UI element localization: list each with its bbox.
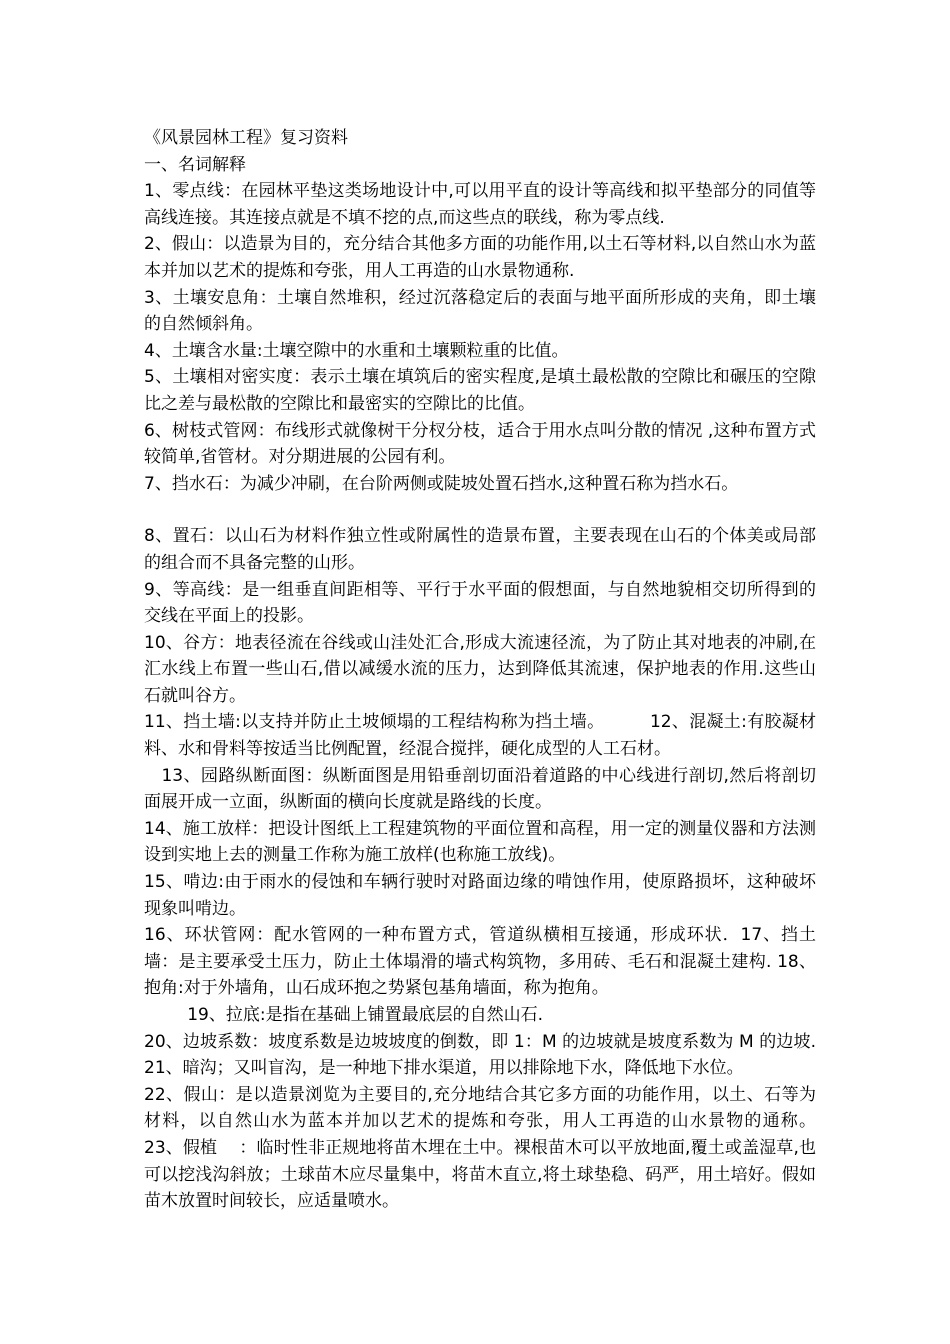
definition-paragraph: 20、边坡系数：坡度系数是边坡坡度的倒数，即 1：M 的边坡就是坡度系数为 M 的边坡. 21、暗沟；又叫盲沟，是一种地下排水渠道，用以排除地下水，降低地下水位。 bbox=[144, 1031, 816, 1079]
definition-paragraph: 16、环状管网：配水管网的一种布置方式，管道纵横相互接通，形成环状．17、挡土墙：是主要承受土压力，防止土体塌滑的墙式构筑物，多用砖、毛石和混凝土建构. 18、抱角:对于外墙角，山石成环抱之势紧包基角墙面，称为抱角。 bbox=[144, 925, 816, 999]
document-body bbox=[144, 125, 903, 1215]
definition-paragraph: 4、土壤含水量:土壤空隙中的水重和土壤颗粒重的比值。 bbox=[144, 340, 569, 361]
definition-paragraph: 11、挡土墙:以支持并防止土坡倾塌的工程结构称为挡土墙。 12、混凝土:有胶凝材料、水和骨料等按适当比例配置，经混合搅拌，硬化成型的人工石材。 bbox=[144, 712, 816, 760]
definition-paragraph: 7、挡水石：为减少冲刷，在台阶两侧或陡坡处置石挡水,这种置石称为挡水石。 bbox=[144, 473, 739, 494]
document-title: 《风景园林工程》复习资料 bbox=[144, 128, 348, 148]
definition-paragraph: 3、土壤安息角：土壤自然堆积，经过沉落稳定后的表面与地平面所形成的夹角，即土壤的自然倾斜角。 bbox=[144, 287, 816, 335]
definition-paragraph: 8、置石：以山石为材料作独立性或附属性的造景布置，主要表现在山石的个体美或局部的组合而不具备完整的山形。 bbox=[144, 526, 816, 573]
definition-paragraph: 13、园路纵断面图：纵断面图是用铅垂剖切面沿着道路的中心线进行剖切,然后将剖切面展开成一立面，纵断面的横向长度就是路线的长度。 bbox=[144, 765, 816, 813]
definition-paragraph: 10、谷方：地表径流在谷线或山洼处汇合,形成大流速径流，为了防止其对地表的冲刷,在汇水线上布置一些山石,借以减缓水流的压力，达到降低其流速，保护地表的作用.这些山石就叫谷方。 bbox=[144, 632, 816, 706]
definition-paragraph: 5、土壤相对密实度：表示土壤在填筑后的密实程度,是填土最松散的空隙比和碾压的空隙比之差与最松散的空隙比和最密实的空隙比的比值。 bbox=[144, 367, 816, 414]
section-heading: 一、名词解释 bbox=[144, 154, 246, 175]
definition-paragraph: 6、树枝式管网：布线形式就像树干分杈分枝，适合于用水点叫分散的情况 ,这种布置方式较简单,省管材。对分期进展的公园有利。 bbox=[144, 420, 816, 468]
definition-paragraph: 19、拉底:是指在基础上铺置最底层的自然山石. bbox=[144, 1005, 543, 1025]
definition-paragraph: 14、施工放样：把设计图纸上工程建筑物的平面位置和高程，用一定的测量仪器和方法测设到实地上去的测量工作称为施工放样(也称施工放线)。 bbox=[144, 818, 816, 866]
definition-paragraph: 2、假山：以造景为目的，充分结合其他多方面的功能作用,以土石等材料,以自然山水为蓝本并加以艺术的提炼和夸张，用人工再造的山水景物通称. bbox=[144, 234, 816, 281]
definition-paragraph: 1、零点线：在园林平垫这类场地设计中,可以用平直的设计等高线和拟平垫部分的同值等高线连接。其连接点就是不填不挖的点,而这些点的联线，称为零点线. bbox=[144, 181, 816, 228]
definition-paragraph: 15、啃边:由于雨水的侵蚀和车辆行驶时对路面边缘的啃蚀作用，使原路损坏，这种破坏现象叫啃边。 bbox=[144, 872, 816, 919]
blank-line bbox=[144, 497, 816, 523]
definition-paragraph: 22、假山：是以造景浏览为主要目的,充分地结合其它多方面的功能作用，以土、石等为材料，以自然山水为蓝本并加以艺术的提炼和夸张，用人工再造的山水景物的通称。 23、假植 ：临时性非正规地将苗木埋在土中。裸根苗木可以平放地面,覆土或盖湿草,也可以挖浅沟斜放；土球苗木应尽量集中，将苗木直立,将土球垫稳、码严，用土培好。假如苗木放置时间较长，应适量喷水。 bbox=[144, 1084, 903, 1212]
definition-paragraph: 9、等高线：是一组垂直间距相等、平行于水平面的假想面，与自然地貌相交切所得到的交线在平面上的投影。 bbox=[144, 579, 816, 627]
